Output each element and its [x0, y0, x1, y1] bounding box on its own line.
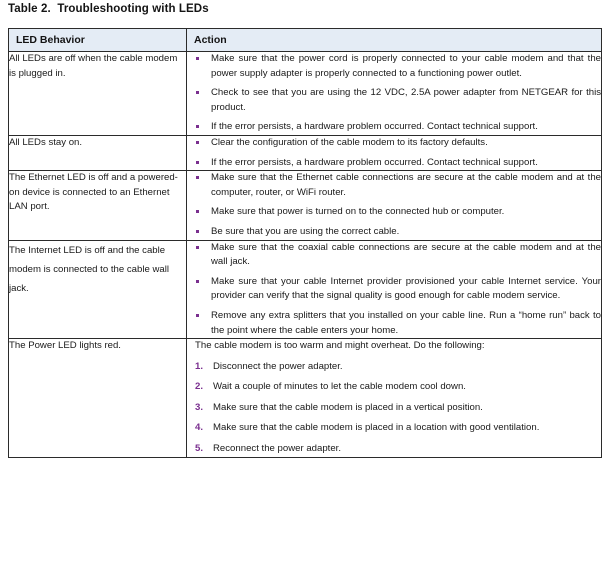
- list-item: [187, 360, 601, 375]
- list-item-text: Wait a couple of minutes to let the cable modem cool down.: [213, 381, 466, 393]
- column-header-action: [187, 29, 602, 52]
- led-behavior-cell: The Ethernet LED is off and a powered-on device is connected to an Ethernet LAN port.: [9, 171, 187, 240]
- bullet-icon: [196, 314, 199, 317]
- list-marker: 4.: [195, 422, 204, 434]
- list-item-text: Clear the configuration of the cable modem to its factory defaults.: [211, 136, 488, 148]
- action-numbered-list: [187, 360, 601, 457]
- bullet-icon: [196, 246, 199, 249]
- list-item: [187, 225, 601, 240]
- list-item-text: Reconnect the power adapter.: [213, 443, 342, 455]
- column-header-action-label: Action: [194, 34, 227, 46]
- led-behavior-cell: All LEDs stay on.: [9, 135, 187, 170]
- list-item-text: Make sure that the coaxial cable connections are secure at the cable modem and at the wall jack.: [211, 241, 601, 268]
- list-item-text: Make sure that the cable modem is placed in a location with good ventilation.: [213, 422, 540, 434]
- bullet-icon: [196, 125, 199, 128]
- table-row: [9, 52, 602, 136]
- list-marker: 3.: [195, 401, 204, 413]
- bullet-icon: [196, 176, 199, 179]
- led-behavior-cell: The Power LED lights red.: [9, 339, 187, 458]
- action-cell: [187, 135, 602, 170]
- list-item: [187, 156, 601, 171]
- list-item-text: Make sure that your cable Internet provider provisioned your cable Internet service. Your provider can verify that the signal quality is good enough for cable modem service.: [211, 275, 601, 302]
- bullet-icon: [196, 91, 199, 94]
- troubleshooting-table: [8, 28, 602, 458]
- action-bullet-list: [187, 171, 601, 239]
- action-cell: [187, 171, 602, 240]
- list-item-text: Disconnect the power adapter.: [213, 360, 343, 372]
- bullet-icon: [196, 161, 199, 164]
- action-cell: [187, 52, 602, 136]
- column-header-led-behavior: [9, 29, 187, 52]
- list-item-text: Make sure that the Ethernet cable connections are secure at the cable modem and at the computer, router, or WiFi router.: [211, 172, 601, 198]
- table-caption: Table 2. Troubleshooting with LEDs: [8, 3, 209, 15]
- led-behavior-cell: All LEDs are off when the cable modem is plugged in.: [9, 52, 187, 136]
- table-row: [9, 171, 602, 240]
- table-header: [9, 29, 602, 52]
- list-item: [187, 309, 601, 338]
- column-header-led-behavior-label: LED Behavior: [16, 34, 85, 46]
- list-item: [187, 401, 601, 416]
- bullet-icon: [196, 230, 199, 233]
- list-item: [187, 275, 601, 304]
- list-item-text: Make sure that power is turned on to the connected hub or computer.: [211, 206, 505, 218]
- list-item-text: Make sure that the power cord is properly connected to your cable modem and that the power supply adapter is properly connected to a functioning power outlet.: [211, 53, 601, 79]
- list-item: [187, 171, 601, 200]
- list-item: [187, 241, 601, 270]
- list-item: [187, 136, 601, 151]
- list-item-text: If the error persists, a hardware problem occurred. Contact technical support.: [211, 156, 538, 168]
- bullet-icon: [196, 141, 199, 144]
- list-marker: 2.: [195, 381, 204, 393]
- list-marker: 1.: [195, 360, 204, 372]
- list-item: [187, 86, 601, 115]
- action-bullet-list: [187, 241, 601, 339]
- list-item: [187, 52, 601, 81]
- action-cell: [187, 339, 602, 458]
- list-marker: 5.: [195, 443, 204, 455]
- bullet-icon: [196, 210, 199, 213]
- list-item: [187, 120, 601, 135]
- table-header-row: [9, 29, 602, 52]
- bullet-icon: [196, 57, 199, 60]
- list-item-text: Be sure that you are using the correct cable.: [211, 225, 400, 237]
- action-intro-text: The cable modem is too warm and might overheat. Do the following:: [195, 340, 485, 352]
- action-cell: [187, 240, 602, 339]
- list-item: [187, 442, 601, 457]
- led-behavior-cell: The Internet LED is off and the cable modem is connected to the cable wall jack.: [9, 240, 187, 339]
- list-item: [187, 380, 601, 395]
- list-item-text: Make sure that the cable modem is placed in a vertical position.: [213, 401, 483, 413]
- bullet-icon: [196, 280, 199, 283]
- list-item-text: Check to see that you are using the 12 VDC, 2.5A power adapter from NETGEAR for this product.: [211, 87, 601, 113]
- list-item-text: If the error persists, a hardware problem occurred. Contact technical support.: [211, 121, 538, 133]
- action-bullet-list: [187, 52, 601, 135]
- list-item: [187, 421, 601, 436]
- list-item: [187, 205, 601, 220]
- table-body: [9, 52, 602, 458]
- table-row: [9, 339, 602, 458]
- table-row: [9, 240, 602, 339]
- table-row: [9, 135, 602, 170]
- list-item-text: Remove any extra splitters that you installed on your cable line. Run a “home run” back to the point where the cable enters your home.: [211, 309, 601, 336]
- action-bullet-list: [187, 136, 601, 170]
